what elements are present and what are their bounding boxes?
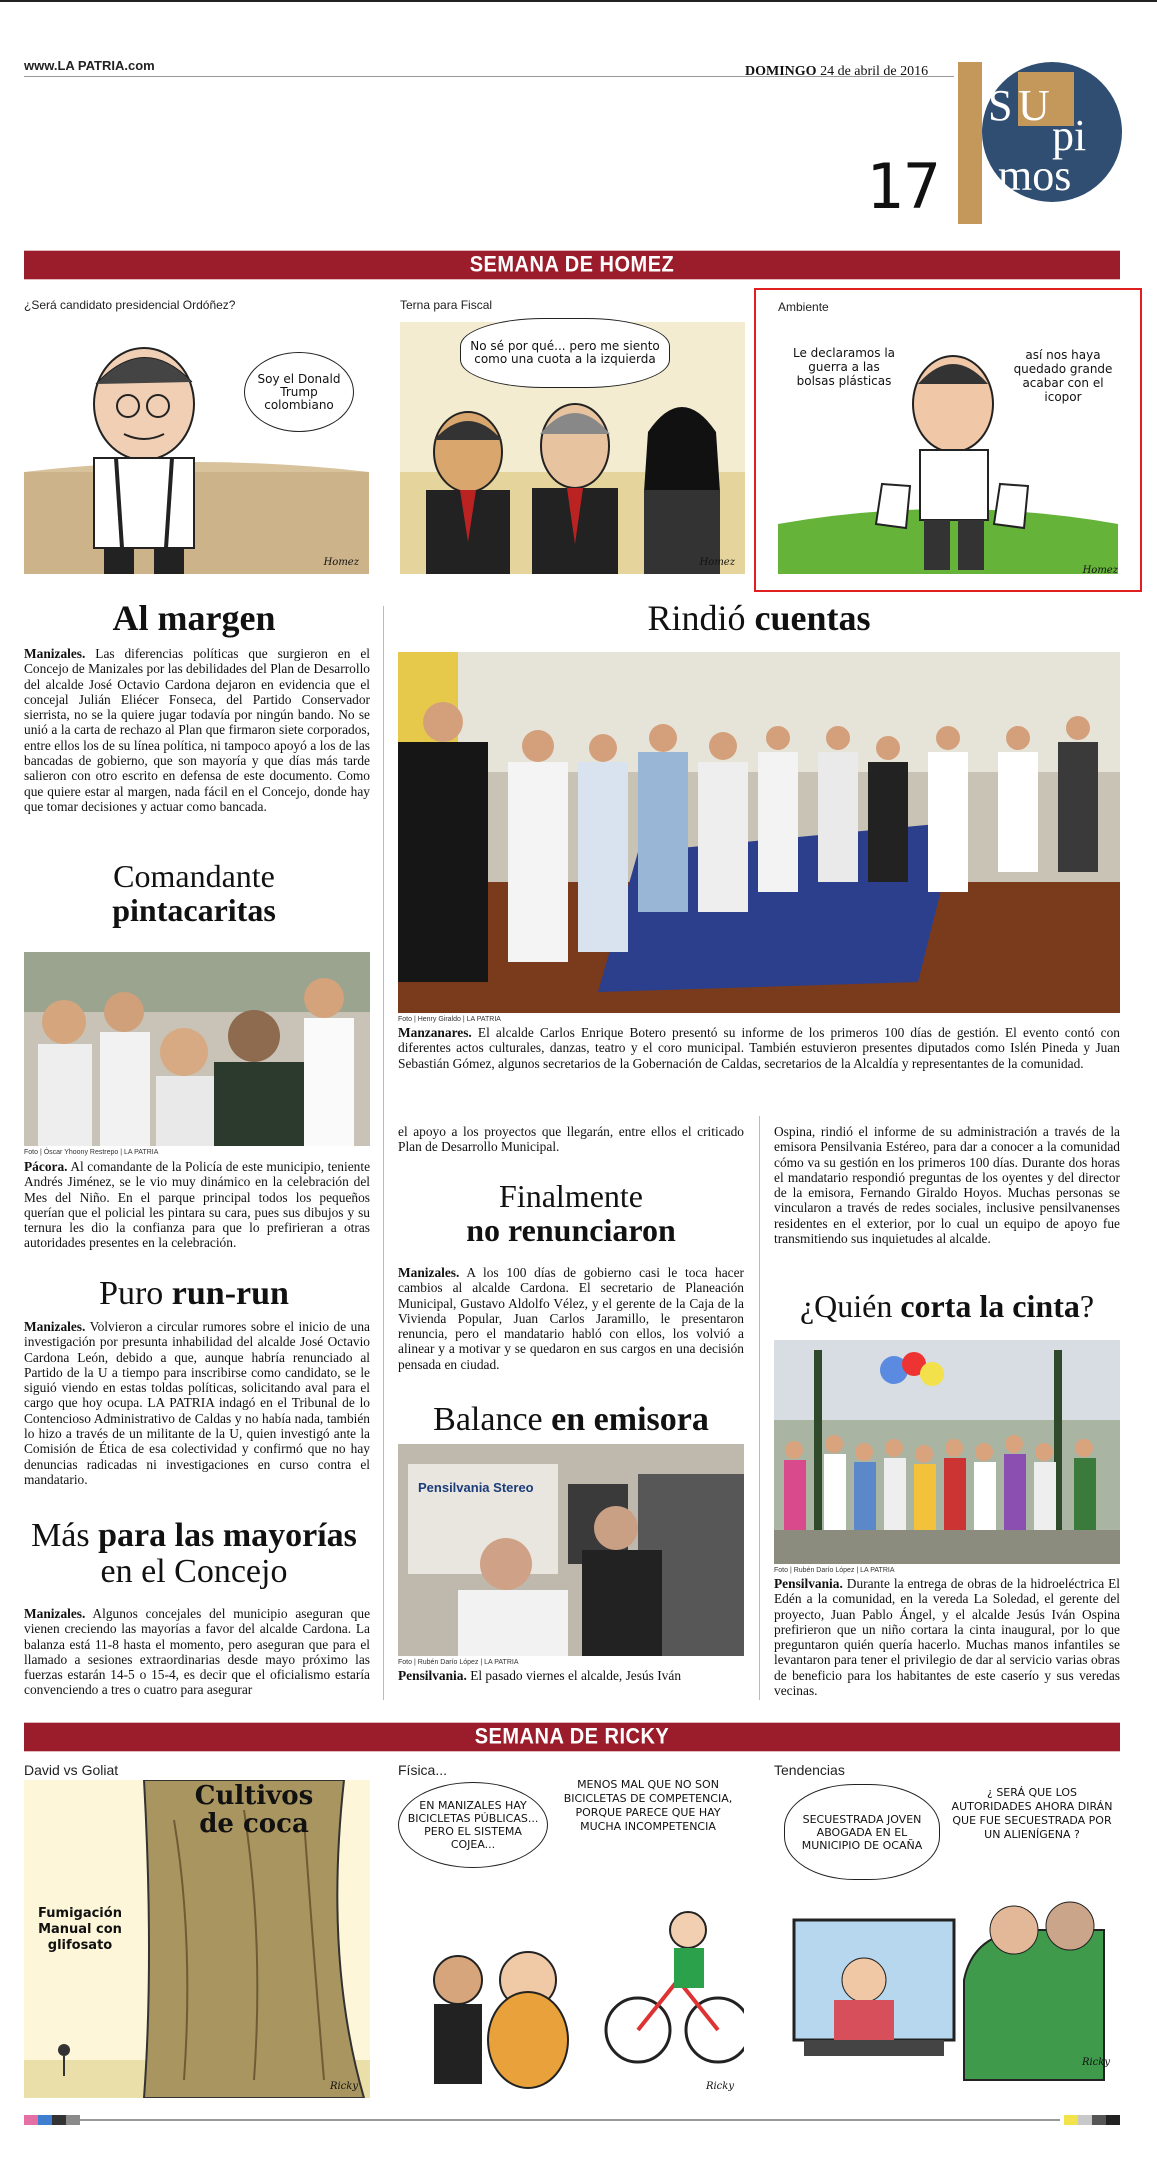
comandante-credit: Foto | Óscar Yhoony Restrepo | LA PATRIA [24,1149,159,1156]
finalmente-lead: Manizales. [398,1265,460,1280]
comandante-text: Al comandante de la Policía de este municipio, teniente Andrés Jiménez, se le vio muy dinámico en la celebración del Mes del Niño. En el parque principal todos los pequeños querían que el policial les pintara su cara, pues sus dibujos y su ternura les dio la confianza para que lo prefirieran a otras autoridades presentes en la celebración. [24,1159,371,1251]
rindio-lead: Manzanares. [398,1025,472,1040]
site-url [24,58,155,73]
comandante-photo [24,952,370,1146]
finalmente-text: A los 100 días de gobierno casi le toca hacer cambios al alcalde Cardona. El secretario de Planeación Municipal, Gustavo Aldolfo Vélez, y el gerente de la Caja de la Vivienda Popular, Juan Carlos Jaramillo, le presentaron renuncia, pero el mandatario habló con ellos, los volvió a alinear y a motivar y se quedaron en sus cargos en una decisión pensada en ciudad. [398,1265,745,1372]
cartoon-bubble-tv: SECUESTRADA JOVEN ABOGADA EN EL MUNICIPIO DE OCAÑA [784,1784,940,1880]
balance-cont: Ospina, rindió el informe de su administración a través de la emisora Pensilvania Estéreo, para dar a conocer a la comunidad cómo va su gestión en los primeros 100 días. Durante dos horas el mandatario respondió preguntas de los oyentes y del director de la emisora, Fernando Giraldo Hoyos. Muchas personas se vincularon a través de redes sociales, inclusive pensilvanenses residentes en el exterior, por lo cual un equipo de apoyo fue transmitiendo sus inquietudes al alcalde. [774,1124,1120,1247]
site-url-text: www.LA PATRIA.com [24,58,155,73]
al-margen-lead: Manizales. [24,646,86,661]
cartoon-bubble: Soy el Donald Trump colombiano [244,352,354,432]
comandante-title-2: pintacaritas [112,891,276,928]
cartoon-ambiente [754,288,1142,592]
balance-body [398,1668,744,1683]
rindio-body [398,1025,1120,1071]
column-rule [383,606,384,1700]
finalmente-title-1: Finalmente [499,1178,643,1214]
cinta-photo [774,1340,1120,1564]
svg-text:U: U [1018,81,1050,130]
cartoon-signature: Homez [1082,565,1118,576]
rindio-title-2: cuentas [754,598,871,638]
finalmente-title-2: no renunciaron [466,1211,676,1248]
cartoon-caption: David vs Goliat [24,1762,119,1778]
cartoon-tendencias [774,1760,1120,2098]
mas-mayorias-title [24,1518,364,1589]
cinta-text: Durante la entrega de obras de la hidroeléctrica El Edén a la comunidad, en la vereda La Soledad, el gerente del proyecto, Juan Pablo Ángel, y el alcalde Jesús Iván Ospina prefirieron que un niño cortara la cinta inaugural, por lo que preguntaron quién quería hacerlo. Muchas manos infantiles se levantaron para tener el privilegio de dar al servicio varias obras de beneficio para los habitantes de este caserío y sus veredas vecinas. [774,1576,1120,1699]
al-margen-body [24,646,370,814]
banner-semana-ricky: SEMANA DE RICKY [24,1723,1120,1752]
cartoon-caption: Física... [398,1762,448,1778]
balance-lead: Pensilvania. [398,1668,467,1683]
cartoon-tree-text: Cultivos de coca [194,1781,314,1839]
cartoon-caption: Ambiente [778,300,829,314]
banner-semana-homez: SEMANA DE HOMEZ [24,251,1120,280]
cinta-body [774,1576,1120,1698]
al-margen-title: Al margen [112,598,276,638]
comandante-title [24,860,364,927]
cartoon-text-right: así nos haya quedado grande acabar con el icopor [1013,348,1113,404]
rindio-title-1: Rindió [647,598,746,638]
cartoon-caption: Tendencias [774,1762,845,1778]
cartoon-caption: ¿Será candidato presidencial Ordóñez? [24,298,236,312]
cartoon-david-goliat [24,1760,370,2098]
comandante-body [24,1159,370,1251]
cartoon-label: Fumigación Manual con glifosato [38,1906,122,1953]
balance-credit: Foto | Rubén Darío López | LA PATRIA [398,1659,519,1666]
puro-runrun-title-2: run-run [171,1275,289,1312]
cartoon-signature: Homez [323,557,359,568]
rindio-credit: Foto | Henry Giraldo | LA PATRIA [398,1016,501,1023]
svg-text:S: S [988,81,1013,130]
cartoon-bubble-right: MENOS MAL QUE NO SON BICICLETAS DE COMPETENCIA, PORQUE PARECE QUE HAY MUCHA INCOMPETENCIA [563,1778,733,1833]
balance-title-2: en emisora [551,1401,709,1438]
cartoon-bubble-left: EN MANIZALES HAY BICICLETAS PÚBLICAS... PERO EL SISTEMA COJEA... [398,1782,548,1868]
comandante-title-1: Comandante [113,858,275,894]
mas-mayorias-body [24,1606,370,1698]
section-tab [958,62,982,224]
cartoon-bubble: ¿ SERÁ QUE LOS AUTORIDADES AHORA DIRÁN QUE FUE SECUESTRADA POR UN ALIENÍGENA ? [951,1786,1113,1841]
cartoon-text-left: Le declaramos la guerra a las bolsas plásticas [792,346,896,388]
registration-bar [24,2110,1120,2120]
balance-sign: Pensilvania Stereo [418,1480,534,1495]
cartoon-signature: Ricky [705,2081,734,2092]
balance-photo-image [398,1444,744,1656]
cinta-lead: Pensilvania. [774,1576,843,1591]
svg-text:pi: pi [1052,111,1087,160]
cartoon-bubble: No sé por qué... pero me siento como una cuota a la izquierda [460,318,670,388]
cartoon-signature: Ricky [329,2081,358,2092]
rindio-text: El alcalde Carlos Enrique Botero presentó su informe de los primeros 100 días de gestión. El evento contó con diferentes actos culturales, danzas, teatro y el coro municipal. También estuvieron presentes diputados como Islén Pineda y Juan Sebastián Gómez, algunos secretarios de la Gobernación de Caldas, secretarios de la Alcaldía y representantes de la comunidad. [398,1025,1120,1071]
cinta-title-3: ? [1079,1288,1095,1324]
balance-text: El pasado viernes el alcalde, Jesús Iván [470,1668,682,1683]
mas-mayorias-title-3: en el Concejo [100,1552,288,1590]
finalmente-title [398,1180,744,1247]
cinta-title [774,1290,1120,1324]
page-date [745,64,928,80]
comandante-photo-image [24,952,370,1146]
svg-text:mos: mos [998,151,1072,200]
top-rule [0,0,1157,2]
cartoon-ordonez [24,292,369,574]
balance-photo [398,1444,744,1656]
cartoon-signature: Homez [699,557,735,568]
cinta-title-2: corta la cinta [900,1288,1080,1324]
supimos-logo-mark [982,62,1122,202]
date-day: DOMINGO [745,64,817,79]
page-number: 17 [866,150,941,223]
cartoon-caption: Terna para Fiscal [400,298,493,312]
al-margen-text: Las diferencias políticas que surgieron en el Concejo de Manizales por las debilidades del Plan de Desarrollo del alcalde José Octavio Cardona dejaron en evidencia que el concejal Julián Eliécer Fonseca, del Partido Conservador sierrista, no se la quiere jugar todavía por ningún bando. No se unió a la carta de rechazo al Plan que firmaron siete corporados, entre ellos los de su línea política, ni tampoco apoyó a los de las bancadas de gobierno, que son mayoría y que días más tarde salieron con otro escrito en defensa de este documento. Como que quiere estar al margen, nada fácil en el Concejo, donde hay que tomar decisiones y actuar como bancada. [24,646,370,814]
puro-runrun-title [24,1276,364,1312]
finalmente-body [398,1265,744,1372]
rindio-photo-image [398,652,1120,1013]
mas-mayorias-lead: Manizales. [24,1606,86,1621]
balance-title [398,1402,744,1438]
rindio-photo [398,652,1120,1013]
mas-mayorias-cont: el apoyo a los proyectos que llegarán, entre ellos el criticado Plan de Desarrollo Municipal. [398,1124,744,1155]
mas-mayorias-text: Algunos concejales del municipio aseguran que vienen creciendo las mayorías a favor del alcalde Cardona. La balanza está 11-8 hasta el momento, pero aseguran que para el llamado a sesiones extraordinarias desde mayo próximo las fuerzas estarán 14-5 o 15-4, es decir que el oficialismo estaría convenciendo a tres o cuatro para asegurar [24,1606,371,1698]
puro-runrun-text: Volvieron a circular rumores sobre el inicio de una investigación por presunta inhabilidad del alcalde José Octavio Cardona León, debido a que, aunque habría renunciado al Partido de la U a tiempo para inscribirse como candidato, se le siguió viendo en estas toldas políticas, solicitando aval para el cargo que hoy ocupa. LA PATRIA indagó en el Tribunal de lo Contencioso Administrativo de Caldas y no había nada, también lo hizo a través de un militante de la U, quien investigó ante la Comisión de Ética de esa colectividad y confirmó que no hay denuncias radicadas ni investigaciones en curso contra el mandatario. [24,1319,370,1487]
puro-runrun-lead: Manizales. [24,1319,86,1334]
cinta-photo-image [774,1340,1120,1564]
mas-mayorias-title-2: para las mayorías [98,1517,357,1554]
registration-bar-marks [24,2115,1120,2125]
puro-runrun-body [24,1319,370,1487]
mas-mayorias-title-1: Más [31,1517,90,1554]
comandante-lead: Pácora. [24,1159,68,1174]
rindio-title [398,600,1120,638]
balance-title-1: Balance [433,1401,543,1438]
column-rule [759,1116,760,1700]
cartoon-fisica [398,1760,744,2098]
cinta-credit: Foto | Rubén Darío López | LA PATRIA [774,1567,895,1574]
cinta-title-1: ¿Quién [799,1288,893,1324]
supimos-logo [982,62,1122,202]
cartoon-signature: Ricky [1081,2057,1110,2068]
date-rest: 24 de abril de 2016 [820,64,929,79]
cartoon-terna-fiscal [400,292,745,574]
puro-runrun-title-1: Puro [99,1275,164,1312]
